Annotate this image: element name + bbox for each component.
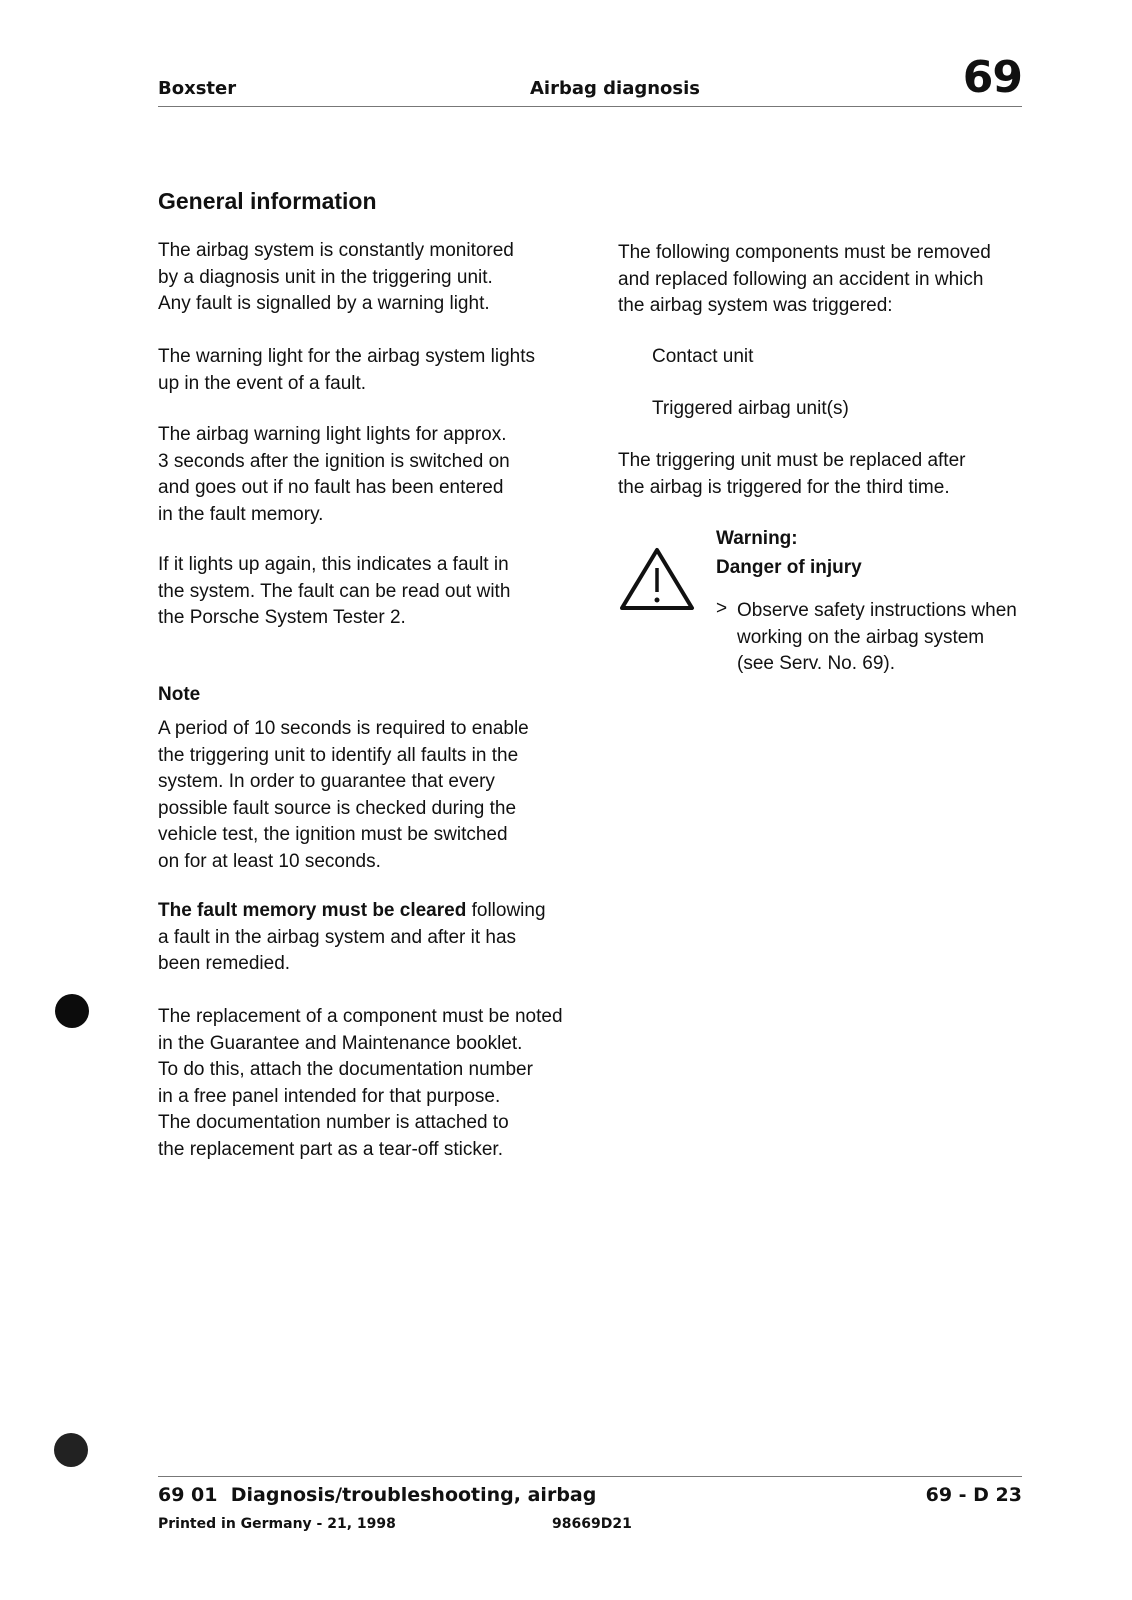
paragraph-components-replace: The following components must be removed and replaced following an accident in which the airbag system was triggered: (618, 242, 991, 316)
footer-printed: Printed in Germany - 21, 1998 (158, 1516, 396, 1532)
paragraph-triggering-unit-replace: The triggering unit must be replaced after the airbag is triggered for the third time. (618, 450, 966, 498)
clear-fault-memory-rest: following a fault in the airbag system and after it has been remedied. (158, 900, 546, 974)
footer-doc-code: 98669D21 (552, 1516, 632, 1532)
punch-hole (55, 994, 89, 1028)
list-item-contact-unit: Contact unit (652, 346, 754, 367)
paragraph-warning-light: The warning light for the airbag system lights up in the event of a fault. (158, 346, 536, 394)
footer-divider (158, 1476, 1022, 1477)
paragraph-light-duration: The airbag warning light lights for approx. 3 seconds after the ignition is switched on and goes out if no fault has been entered in the fault memory. (158, 424, 510, 525)
section-heading: General information (158, 188, 377, 214)
header-section-title: Airbag diagnosis (530, 78, 701, 99)
warning-text: Observe safety instructions when working on the airbag system (see Serv. No. 69). (737, 600, 1017, 674)
note-title: Note (158, 684, 201, 705)
header-model: Boxster (158, 78, 237, 99)
list-item-airbag-units: Triggered airbag unit(s) (652, 398, 849, 419)
warning-subtitle: Danger of injury (716, 557, 862, 578)
paragraph-replacement-documentation: The replacement of a component must be noted in the Guarantee and Maintenance booklet. To do this, attach the documentation number in a free panel intended for that purpose. The documentation number is attached to the replacement part as a tear-off sticker. (158, 1006, 563, 1160)
footer-page-number: 69 - D 23 (925, 1484, 1022, 1506)
warning-label: Warning: (716, 528, 798, 549)
header-group-number: 69 (962, 52, 1022, 103)
paragraph-clear-fault-memory (158, 898, 546, 978)
paragraph-fault-readout: If it lights up again, this indicates a fault in the system. The fault can be read out with the Porsche System Tester 2. (158, 554, 511, 628)
clear-fault-memory-emphasis: The fault memory must be cleared (158, 900, 467, 921)
footer-section: 69 01 Diagnosis/troubleshooting, airbag (158, 1484, 597, 1506)
paragraph-monitoring: The airbag system is constantly monitored by a diagnosis unit in the triggering unit. Any fault is signalled by a warning light. (158, 240, 514, 314)
punch-hole (54, 1433, 88, 1467)
header-divider (158, 106, 1022, 107)
note-text: A period of 10 seconds is required to enable the triggering unit to identify all faults in the system. In order to guarantee that every possible fault source is checked during the vehicle test, the ignition must be switched on for at least 10 seconds. (158, 718, 529, 872)
warning-triangle-icon (618, 546, 696, 614)
warning-arrow: > (716, 598, 728, 619)
